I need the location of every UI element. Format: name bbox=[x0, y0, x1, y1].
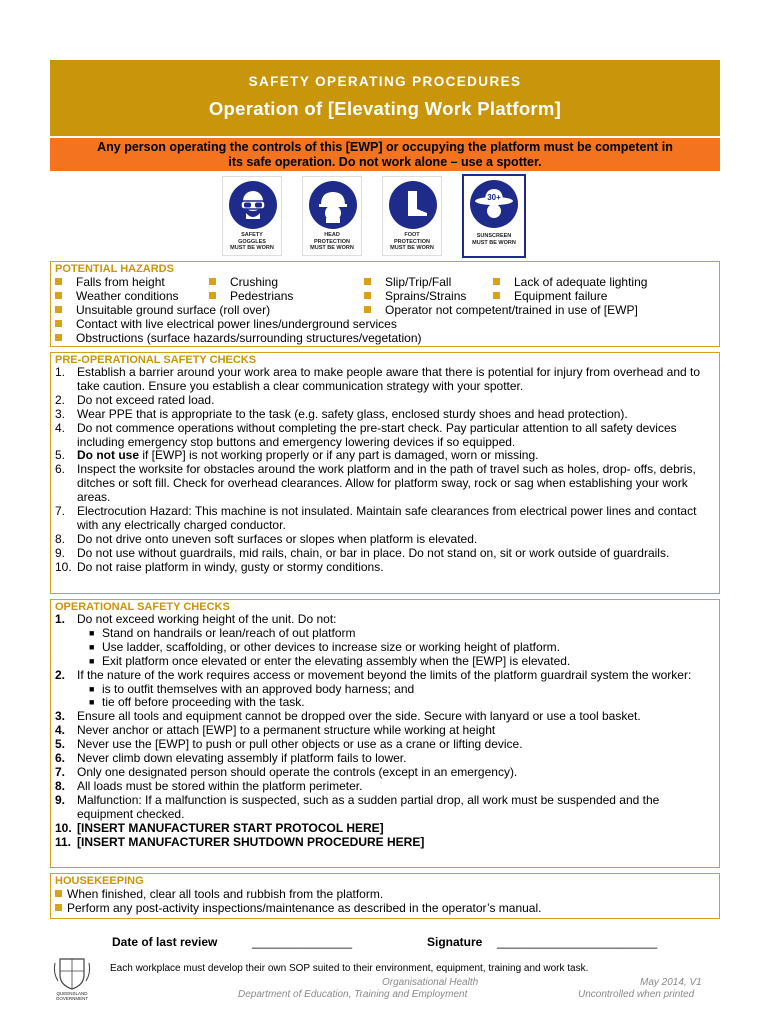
ppe-sign-goggles bbox=[222, 176, 282, 256]
document-title: Operation of [Elevating Work Platform] bbox=[208, 98, 562, 119]
hazard-item: Equipment failure bbox=[493, 289, 607, 303]
sop-header bbox=[50, 60, 720, 136]
list-item: 1. Establish a barrier around your work area to make people aware that there is potential for injury from overhead and to take caution. Ensure you establish a clear communication strategy with your spotter. bbox=[55, 365, 701, 393]
hazard-row bbox=[51, 317, 719, 331]
hazard-item: Unsuitable ground surface (roll over) bbox=[55, 303, 270, 317]
housekeeping-section bbox=[50, 873, 720, 919]
competency-warning-banner bbox=[50, 138, 720, 171]
signature-field[interactable]: ________________________ bbox=[497, 935, 658, 949]
ppe-sign-sunscreen bbox=[462, 174, 526, 258]
list-item: 9. Do not use without guardrails, mid rails, chain, or bar in place. Do not stand on, sit or work outside of guardrails. bbox=[55, 545, 670, 560]
list-item: 8. All loads must be stored within the platform perimeter. bbox=[55, 778, 363, 793]
pre-check-list bbox=[51, 366, 719, 575]
list-item: 11. [INSERT MANUFACTURER SHUTDOWN PROCEDURE HERE] bbox=[55, 834, 425, 849]
section-title: POTENTIAL HAZARDS bbox=[55, 263, 174, 275]
section-title: OPERATIONAL SAFETY CHECKS bbox=[55, 601, 230, 613]
potential-hazards-section bbox=[50, 261, 720, 347]
list-item: 9. Malfunction: If a malfunction is suspected, such as a sudden partial drop, all work must be suspended and the equipment checked. bbox=[55, 792, 660, 821]
list-item: 6. Inspect the worksite for obstacles around the work platform and in the path of travel such as holes, drop- offs, debris, ditches or soft fill. Check for overhead clearances. Allow for platform sway, rock or sag when establishing your work areas. bbox=[55, 462, 696, 505]
list-item: When finished, clear all tools and rubbish from the platform. bbox=[51, 887, 719, 901]
signature-label: Signature bbox=[427, 935, 483, 949]
sub-item: ■ Stand on handrails or lean/reach of out platform bbox=[89, 625, 356, 640]
list-item: 3. Wear PPE that is appropriate to the task (e.g. safety glass, enclosed sturdy shoes and head protection). bbox=[55, 406, 628, 421]
sub-item: ■ Use ladder, scaffolding, or other devices to increase size or working height of platform. bbox=[89, 639, 561, 654]
hazard-row bbox=[51, 331, 719, 345]
ppe-label: SUNSCREEN MUST BE WORN bbox=[472, 233, 516, 246]
section-title: HOUSEKEEPING bbox=[55, 875, 144, 887]
header-subtitle: SAFETY OPERATING PROCEDURES bbox=[248, 74, 522, 89]
hazard-item: Pedestrians bbox=[209, 289, 293, 303]
ppe-sign-foot bbox=[382, 176, 442, 256]
svg-text:QUEENSLAND: QUEENSLAND bbox=[56, 991, 88, 996]
ppe-label: SAFETY GOGGLES MUST BE WORN bbox=[230, 232, 274, 251]
list-item: 3. Ensure all tools and equipment cannot be dropped over the side. Secure with lanyard or use a tool basket. bbox=[55, 709, 641, 724]
section-title: PRE-OPERATIONAL SAFETY CHECKS bbox=[55, 354, 257, 366]
hazard-item: Weather conditions bbox=[55, 289, 179, 303]
review-date-label: Date of last review bbox=[112, 935, 218, 949]
footer-department: Department of Education, Training and Employment bbox=[238, 989, 468, 1000]
operational-checks-section bbox=[50, 599, 720, 868]
list-item: 7. Electrocution Hazard: This machine is not insulated. Maintain safe clearances from electrical power lines and contact with any electrically charged conductor. bbox=[55, 504, 697, 532]
list-item: 7. Only one designated person should operate the controls (except in an emergency). bbox=[55, 764, 518, 779]
list-item: 2. If the nature of the work requires access or movement beyond the limits of the platform guardrail system the worker: bbox=[55, 667, 692, 682]
footer-date: May 2014, V1 bbox=[640, 977, 702, 988]
sop-development-note: Each workplace must develop their own SOP suited to their environment, equipment, training and work task. bbox=[110, 963, 589, 974]
list-item: 4. Never anchor or attach [EWP] to a permanent structure while working at height bbox=[55, 723, 496, 738]
review-date-field[interactable]: _______________ bbox=[252, 935, 353, 949]
hazard-item: Lack of adequate lighting bbox=[493, 275, 647, 289]
list-item: 4. Do not commence operations without completing the pre-start check. Pay particular attention to all safety devices including emergency stop buttons and emergency lowering devices if so equipped. bbox=[55, 420, 677, 449]
hazard-item: Slip/Trip/Fall bbox=[364, 275, 451, 289]
head-protection-icon bbox=[309, 181, 357, 229]
list-item: 10. [INSERT MANUFACTURER START PROTOCOL HERE] bbox=[55, 820, 384, 835]
sub-item: ■ is to outfit themselves with an approved body harness; and bbox=[89, 681, 415, 696]
hazard-item: Contact with live electrical power lines/underground services bbox=[55, 317, 397, 331]
warning-line-2: its safe operation. Do not work alone – use a spotter. bbox=[228, 155, 542, 169]
ppe-label: FOOT PROTECTION MUST BE WORN bbox=[390, 232, 434, 251]
sub-item: ■ tie off before proceeding with the task. bbox=[89, 695, 305, 710]
safety-goggles-icon bbox=[229, 181, 277, 229]
hazard-item: Obstructions (surface hazards/surrounding structures/vegetation) bbox=[55, 331, 422, 345]
pre-operational-checks-section bbox=[50, 352, 720, 594]
warning-line-1: Any person operating the controls of this [EWP] or occupying the platform must be competent in bbox=[97, 140, 673, 154]
sunscreen-icon bbox=[470, 180, 518, 228]
svg-text:30+: 30+ bbox=[487, 193, 501, 202]
hazard-item: Operator not competent/trained in use of [EWP] bbox=[364, 303, 638, 317]
footer-status: Uncontrolled when printed bbox=[578, 989, 695, 1000]
foot-protection-icon bbox=[389, 181, 437, 229]
operational-check-list bbox=[51, 613, 719, 849]
signoff-row bbox=[0, 935, 768, 951]
hazard-row bbox=[51, 303, 719, 317]
list-item: 5. Do not use if [EWP] is not working properly or if any part is damaged, worn or missing. bbox=[55, 448, 539, 463]
hazard-row bbox=[51, 289, 719, 303]
list-item: 10. Do not raise platform in windy, gusty or stormy conditions. bbox=[55, 559, 384, 574]
footer-org: Organisational Health bbox=[382, 977, 479, 988]
list-item: 8. Do not drive onto uneven soft surfaces or slopes when platform is elevated. bbox=[55, 531, 478, 546]
hazard-item: Sprains/Strains bbox=[364, 289, 466, 303]
queensland-government-logo bbox=[52, 955, 92, 1001]
list-item: 5. Never use the [EWP] to push or pull other objects or use as a crane or lifting device. bbox=[55, 737, 523, 752]
list-item: Perform any post-activity inspections/maintenance as described in the operator’s manual. bbox=[51, 901, 719, 915]
list-item: 6. Never climb down elevating assembly if platform fails to lower. bbox=[55, 751, 407, 766]
svg-text:GOVERNMENT: GOVERNMENT bbox=[55, 996, 89, 1001]
hazard-item: Crushing bbox=[209, 275, 278, 289]
sub-item: ■ Exit platform once elevated or enter the elevating assembly when the [EWP] is elevated. bbox=[89, 653, 571, 668]
ppe-sign-head bbox=[302, 176, 362, 256]
list-item: 1. Do not exceed working height of the unit. Do not: bbox=[55, 612, 337, 626]
ppe-label: HEAD PROTECTION MUST BE WORN bbox=[310, 232, 354, 251]
hazard-item: Falls from height bbox=[55, 275, 165, 289]
list-item: 2. Do not exceed rated load. bbox=[55, 392, 215, 407]
hazard-row bbox=[51, 275, 719, 289]
